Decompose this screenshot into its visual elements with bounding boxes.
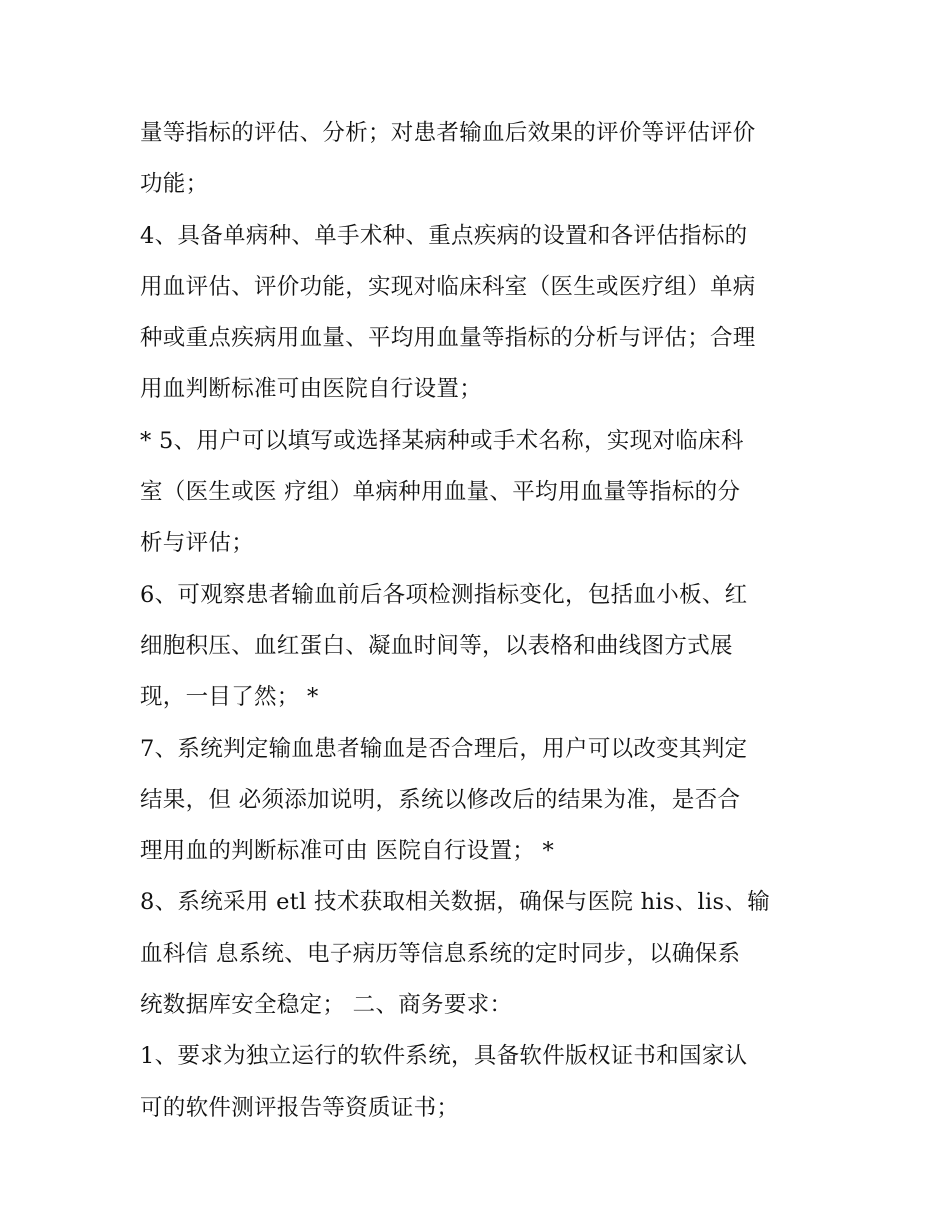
text-line: 理用血的判断标准可由 医院自行设置； * (140, 838, 555, 865)
text-line: 可的软件测评报告等资质证书； (140, 1094, 460, 1121)
text-line: 8、系统采用 etl 技术获取相关数据，确保与医院 his、lis、输 (140, 889, 770, 916)
text-line: 血科信 息系统、电子病历等信息系统的定时同步，以确保系 (140, 940, 741, 967)
text-line: 统数据库安全稳定； 二、商务要求： (140, 992, 513, 1019)
text-line: 4、具备单病种、单手术种、重点疾病的设置和各评估指标的 (140, 222, 748, 249)
text-line: * 5、用户可以填写或选择某病种或手术名称，实现对临床科 (140, 427, 744, 454)
text-line: 种或重点疾病用血量、平均用血量等指标的分析与评估；合理 (140, 325, 756, 352)
document-body (140, 108, 830, 1134)
text-line: 功能； (140, 171, 209, 198)
text-line: 7、系统判定输血患者输血是否合理后，用户可以改变其判定 (140, 735, 748, 762)
text-line: 用血判断标准可由医院自行设置； (140, 376, 483, 403)
text-line: 室（医生或医 疗组）单病种用血量、平均用血量等指标的分 (140, 479, 741, 506)
text-line: 结果，但 必须添加说明，系统以修改后的结果为准，是否合 (140, 786, 741, 813)
text-line: 用血评估、评价功能，实现对临床科室（医生或医疗组）单病 (140, 273, 756, 300)
text-line: 现，一目了然； * (140, 684, 319, 711)
text-line: 1、要求为独立运行的软件系统，具备软件版权证书和国家认 (140, 1043, 748, 1070)
text-line: 6、可观察患者输血前后各项检测指标变化，包括血小板、红 (140, 581, 748, 608)
text-line: 量等指标的评估、分析；对患者输血后效果的评价等评估评价 (140, 120, 756, 146)
text-line: 细胞积压、血红蛋白、凝血时间等，以表格和曲线图方式展 (140, 632, 733, 659)
text-line: 析与评估； (140, 530, 255, 557)
